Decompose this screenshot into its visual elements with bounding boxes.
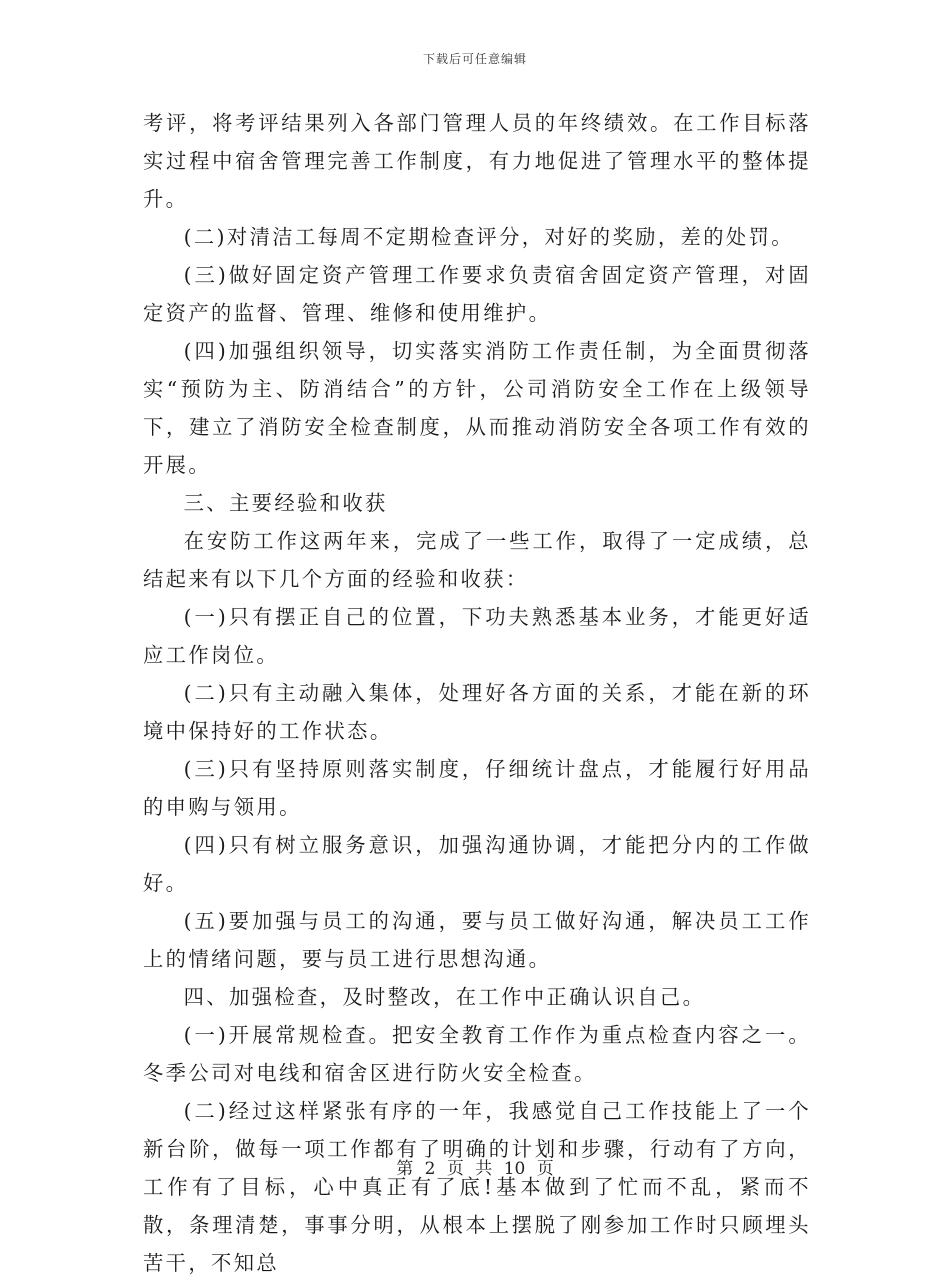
page-header: 下载后可任意编辑 <box>422 52 527 66</box>
paragraph: (二)对清洁工每周不定期检查评分，对好的奖励，差的处罚。 <box>183 225 794 249</box>
paragraph: (二)经过这样紧张有序的一年，我感觉自己工作技能上了一个新台阶，做每一项工作都有了明确的计划和步骤，行动有了方向，工作有了目标，心中真正有了底!基本做到了忙而不乱，紧而不散，条理清楚，事事分明，从根本上摆脱了刚参加工作时只顾埋头苦干，不知总 <box>143 1099 811 1275</box>
paragraph: (四)只有树立服务意识，加强沟通协调，才能把分内的工作做好。 <box>143 833 811 895</box>
paragraph: (二)只有主动融入集体，处理好各方面的关系，才能在新的环境中保持好的工作状态。 <box>143 681 811 743</box>
paragraph: 在安防工作这两年来，完成了一些工作，取得了一定成绩，总结起来有以下几个方面的经验和收获： <box>143 529 811 591</box>
paragraph: 四、加强检查，及时整改，在工作中正确认识自己。 <box>183 985 706 1009</box>
document-body <box>143 104 811 1282</box>
paragraph: (三)只有坚持原则落实制度，仔细统计盘点，才能履行好用品的申购与领用。 <box>143 757 811 819</box>
paragraph: (三)做好固定资产管理工作要求负责宿舍固定资产管理，对固定资产的监督、管理、维修和使用维护。 <box>143 263 811 325</box>
paragraph: 三、主要经验和收获 <box>183 491 388 515</box>
paragraph: (一)只有摆正自己的位置，下功夫熟悉基本业务，才能更好适应工作岗位。 <box>143 605 811 667</box>
paragraph: (四)加强组织领导，切实落实消防工作责任制，为全面贯彻落实“预防为主、防消结合”的方针，公司消防安全工作在上级领导下，建立了消防安全检查制度，从而推动消防安全各项工作有效的开展。 <box>143 339 811 477</box>
paragraph: (一)开展常规检查。把安全教育工作作为重点检查内容之一。冬季公司对电线和宿舍区进行防火安全检查。 <box>143 1023 811 1085</box>
paragraph: 考评，将考评结果列入各部门管理人员的年终绩效。在工作目标落实过程中宿舍管理完善工作制度，有力地促进了管理水平的整体提升。 <box>143 111 811 211</box>
page-footer: 第 2 页 共 10 页 <box>396 1159 554 1179</box>
paragraph: (五)要加强与员工的沟通，要与员工做好沟通，解决员工工作上的情绪问题，要与员工进行思想沟通。 <box>143 909 811 971</box>
